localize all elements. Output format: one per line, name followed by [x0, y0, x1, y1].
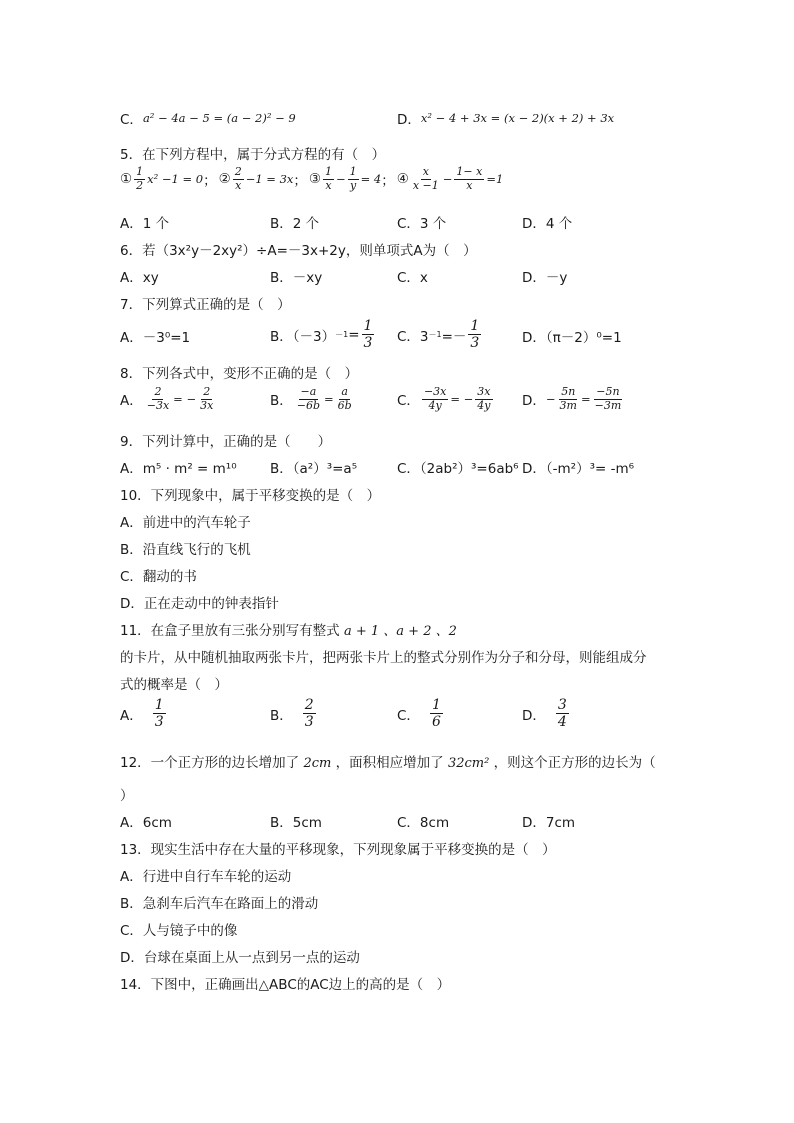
q11-option-a-num: 1: [154, 697, 164, 713]
q10-stem: 10．下列现象中，属于平移变换的是（ ）: [120, 488, 381, 504]
q5-equations: [120, 166, 503, 192]
q10-option-b: B．沿直线飞行的飞机: [120, 542, 251, 558]
q5-option-b: B．2 个: [270, 216, 320, 232]
q10-option-a: A．前进中的汽车轮子: [120, 515, 251, 531]
q5-eq3-num2: 1: [349, 165, 357, 178]
q8-option-d-num1: 5n: [561, 385, 576, 398]
q5-eq1-frac: [134, 166, 145, 192]
q5-eq3-num1: 1: [325, 165, 332, 178]
q5-option-a: A．1 个: [120, 216, 170, 232]
q14-stem: 14．下图中，正确画出△ABC的AC边上的高的是（ ）: [120, 977, 451, 993]
q5-eq1-num: 1: [136, 165, 144, 178]
q5-eq4: [397, 166, 504, 192]
q11-option-b-frac: [303, 697, 316, 730]
q7-option-c-frac: [468, 318, 481, 351]
q12-stem-part1: 12．一个正方形的边长增加了: [120, 755, 300, 771]
q11-stem-line1: [120, 619, 457, 639]
q7-option-c-num: 1: [470, 318, 480, 334]
q5-eq2: [219, 166, 307, 192]
q5-eq1-den: 2: [136, 178, 144, 192]
q11-option-b-label: B．: [270, 707, 293, 724]
q5-eq3-den1: x: [325, 178, 332, 192]
q10-option-d: D．正在走动中的钟表指针: [120, 596, 279, 612]
q11-option-d-frac: [556, 697, 569, 730]
q8-option-a-frac2: [198, 386, 215, 412]
q12-value-1: 2cm: [303, 756, 332, 771]
q12-value-2: 32cm²: [447, 756, 490, 771]
q5-eq4-rest: =1: [486, 172, 504, 187]
q5-eq3: [309, 166, 395, 192]
q12-option-c: C．8cm: [397, 815, 450, 831]
q7-option-c-eq: =－: [441, 328, 467, 345]
q5-eq4-minus: −: [442, 172, 453, 187]
q11-option-b: [270, 697, 318, 730]
q5-eq3-rest: = 4: [360, 172, 382, 187]
q10-option-c: C．翻动的书: [120, 569, 197, 585]
q12-stem: [120, 751, 656, 771]
q9-option-d: D．（-m²）³= -m⁶: [522, 461, 635, 477]
q13-option-a: A．行进中自行车车轮的运动: [120, 869, 292, 885]
q13-option-b: B．急刹车后汽车在路面上的滑动: [120, 896, 319, 912]
q5-eq3-frac2: [348, 166, 359, 192]
q4-option-c: [120, 108, 296, 128]
q8-option-b-frac2: [336, 386, 354, 412]
q7-option-d: D．（π－2）⁰=1: [522, 330, 622, 346]
q6-option-b: B．－xy: [270, 270, 323, 286]
q8-option-d-frac2: [593, 386, 624, 412]
q8-option-a-den2: 3x: [200, 398, 214, 412]
q5-eq1: [120, 166, 217, 192]
q5-eq2-den: x: [235, 178, 242, 192]
q4-option-d-label: D．: [397, 112, 421, 128]
q8-option-c-frac1: [422, 386, 448, 412]
q8-option-d-frac1: [558, 386, 579, 412]
q8-option-b-num1: −a: [300, 385, 317, 398]
q8-option-c-mid: = −: [450, 392, 474, 407]
q8-option-d-den1: 3m: [559, 398, 577, 412]
q12-option-d: D．7cm: [522, 815, 576, 831]
q11-option-a-label: A．: [120, 707, 143, 724]
q8-option-a-mid: = −: [173, 392, 197, 407]
q8-option-b-den1: −6b: [296, 398, 321, 412]
q9-option-b: B．（a²）³=a⁵: [270, 461, 358, 477]
q9-option-a: A．m⁵ · m² = m¹⁰: [120, 461, 237, 477]
q5-eq3-minus: −: [336, 172, 346, 187]
q12-option-b: B．5cm: [270, 815, 322, 831]
q7-option-b-frac: [362, 318, 375, 351]
q8-option-a: [120, 386, 217, 412]
q8-option-d-label: D．: [522, 393, 546, 410]
q5-option-d: D．4 个: [522, 216, 573, 232]
q7-option-b-eq: =: [348, 326, 360, 343]
q11-stem-line3: 式的概率是（ ）: [120, 677, 228, 693]
q13-option-d: D．台球在桌面上从一点到另一点的运动: [120, 950, 360, 966]
q11-option-a-frac: [153, 697, 166, 730]
q8-option-a-label: A．: [120, 393, 143, 410]
q8-option-b-den2: 6b: [337, 398, 352, 412]
q8-option-d-num2: −5n: [596, 385, 620, 398]
q8-option-d-den2: −3m: [594, 398, 622, 412]
q4-option-d: [397, 108, 614, 128]
q5-stem: 5．在下列方程中，属于分式方程的有（ ）: [120, 147, 386, 163]
q11-option-b-den: 3: [304, 714, 314, 731]
q5-eq4-mark: ④: [396, 171, 409, 188]
q7-option-c-den: 3: [470, 335, 480, 352]
q11-option-c: [397, 697, 445, 730]
q12-option-a: A．6cm: [120, 815, 172, 831]
q11-option-b-num: 2: [304, 697, 314, 713]
q9-stem: 9．下列计算中，正确的是（ ）: [120, 434, 332, 450]
q6-option-c: C．x: [397, 270, 428, 286]
q4-option-d-expr: x² − 4 + 3x = (x − 2)(x + 2) + 3x: [420, 111, 615, 125]
q8-option-a-den1: −3x: [146, 398, 170, 412]
q8-option-c-den2: 4y: [477, 398, 491, 412]
q8-option-c-num1: −3x: [423, 385, 447, 398]
q11-option-a: [120, 697, 168, 730]
q7-option-b-pre: B．（－3）: [270, 328, 336, 345]
q7-option-b-sup: －1: [335, 330, 349, 340]
q8-option-b: [270, 386, 356, 412]
q11-option-c-label: C．: [397, 707, 420, 724]
q8-option-b-frac1: [295, 386, 322, 412]
q8-option-c-frac2: [475, 386, 492, 412]
q12-stem-close: ）: [120, 788, 134, 804]
q8-option-a-frac1: [145, 386, 171, 412]
q8-option-d-mid: =: [580, 392, 591, 407]
q7-stem: 7．下列算式正确的是（ ）: [120, 297, 291, 313]
q5-eq4-frac2: [454, 166, 484, 192]
q5-eq2-rest: −1 = 3x: [245, 172, 294, 187]
q7-option-c-pre: C．3: [397, 328, 429, 345]
q11-stem-text: 11．在盒子里放有三张分别写有整式: [120, 623, 340, 639]
q8-option-b-num2: a: [341, 385, 348, 398]
q5-eq2-frac: [233, 166, 244, 192]
q8-option-d: [522, 386, 625, 412]
q11-option-d-den: 4: [557, 714, 567, 731]
q8-option-c-den1: 4y: [428, 398, 442, 412]
q9-option-c: C．（2ab²）³=6ab⁶: [397, 461, 519, 477]
q11-option-d: [522, 697, 571, 730]
q5-eq4-num1: x: [422, 165, 429, 178]
q8-option-c-num2: 3x: [477, 385, 491, 398]
q11-stem-expr: a + 1 、a + 2 、2: [343, 624, 457, 639]
q11-stem-line2: 的卡片，从中随机抽取两张卡片，把两张卡片上的整式分别作为分子和分母，则能组成分: [120, 650, 647, 666]
q12-stem-part3: ，则这个正方形的边长为（: [493, 755, 656, 771]
q7-option-c: [397, 318, 483, 351]
q7-option-b-den: 3: [363, 335, 373, 352]
q7-option-a: A．－3⁰=1: [120, 330, 191, 346]
q11-option-d-num: 3: [557, 697, 567, 713]
q6-option-a: A．xy: [120, 270, 159, 286]
q8-option-b-label: B．: [270, 393, 293, 410]
q5-eq1-rest: x² −1 = 0: [147, 172, 204, 187]
q11-option-c-frac: [430, 697, 443, 730]
q13-option-c: C．人与镜子中的像: [120, 923, 238, 939]
q11-option-a-den: 3: [154, 714, 164, 731]
q4-option-c-label: C．: [120, 112, 143, 128]
q11-option-d-label: D．: [522, 707, 546, 724]
q6-stem: 6．若（3x²y－2xy²）÷A=－3x+2y，则单项式A为（ ）: [120, 243, 477, 259]
q11-option-c-num: 1: [431, 697, 441, 713]
q7-option-c-sup: －1: [428, 330, 442, 340]
q8-option-c: [397, 386, 495, 412]
q13-stem: 13．现实生活中存在大量的平移现象，下列现象属于平移变换的是（ ）: [120, 842, 556, 858]
q5-eq1-mark: ①: [120, 171, 133, 188]
q8-option-c-label: C．: [397, 393, 420, 410]
q7-option-b-num: 1: [363, 318, 373, 334]
q5-eq3-sep: ；: [381, 173, 395, 190]
q5-eq4-frac1: [411, 166, 441, 192]
q8-option-a-num1: 2: [154, 385, 162, 398]
q12-stem-part2: ，面积相应增加了: [335, 755, 444, 771]
q4-option-c-expr: a² − 4a − 5 = (a − 2)² − 9: [142, 111, 296, 125]
q11-option-c-den: 6: [431, 714, 441, 731]
q5-eq4-den2: x: [466, 178, 473, 192]
q5-eq2-sep: ；: [293, 173, 307, 190]
q8-option-a-num2: 2: [203, 385, 211, 398]
q5-eq4-num2: 1− x: [456, 165, 483, 178]
q5-eq4-den1: x −1: [412, 178, 439, 192]
q6-option-d: D．－y: [522, 270, 568, 286]
q7-option-b: [270, 318, 376, 351]
q5-eq2-mark: ②: [218, 171, 231, 188]
q5-eq2-num: 2: [234, 165, 242, 178]
q5-eq3-frac1: [323, 166, 334, 192]
q5-eq3-mark: ③: [308, 171, 321, 188]
q5-eq1-sep: ；: [203, 173, 217, 190]
q5-option-c: C．3 个: [397, 216, 447, 232]
q5-eq3-den2: y: [350, 178, 357, 192]
q8-option-b-mid: =: [324, 392, 334, 407]
q8-stem: 8．下列各式中，变形不正确的是（ ）: [120, 366, 359, 382]
q8-option-d-pre: −: [545, 392, 556, 407]
